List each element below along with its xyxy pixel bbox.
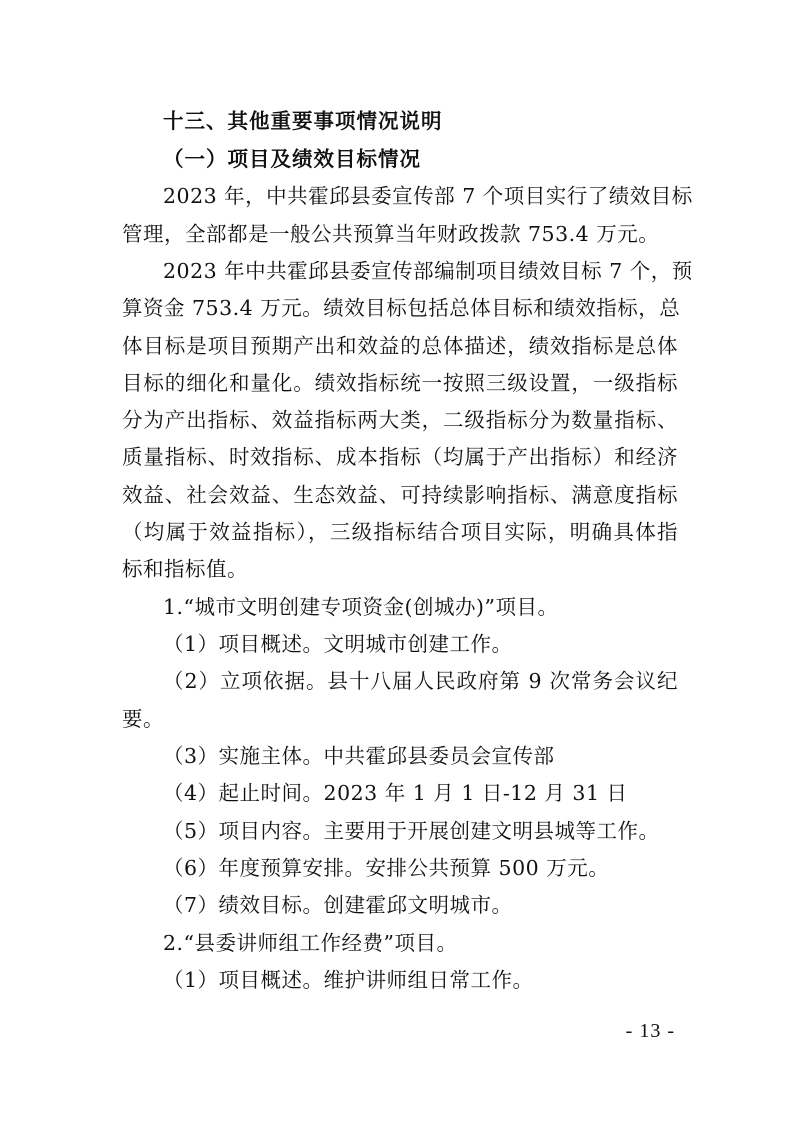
item-1-goal: （7）绩效目标。创建霍邱文明城市。 [163, 893, 513, 917]
paragraph-2-line-4: 目标的细化和量化。绩效指标统一按照三级设置，一级指标 [122, 371, 678, 395]
subsection-heading: （一）项目及绩效目标情况 [163, 147, 421, 171]
item-1-basis-line-1: （2）立项依据。县十八届人民政府第 9 次常务会议纪 [163, 669, 678, 693]
paragraph-2-line-6: 质量指标、时效指标、成本指标（均属于产出指标）和经济 [122, 445, 678, 469]
paragraph-2-line-7: 效益、社会效益、生态效益、可持续影响指标、满意度指标 [122, 483, 678, 507]
page-number: - 13 - [625, 1020, 675, 1042]
item-2-overview: （1）项目概述。维护讲师组日常工作。 [163, 968, 534, 992]
item-1-basis-line-2: 要。 [122, 707, 164, 731]
section-heading: 十三、其他重要事项情况说明 [163, 109, 443, 133]
paragraph-2-line-9: 标和指标值。 [122, 557, 248, 581]
paragraph-2-line-5: 分为产出指标、效益指标两大类，二级指标分为数量指标、 [122, 408, 678, 432]
item-1-budget: （6）年度预算安排。安排公共预算 500 万元。 [163, 856, 610, 880]
paragraph-2-line-1: 2023 年中共霍邱县委宣传部编制项目绩效目标 7 个，预 [163, 259, 693, 283]
paragraph-2-line-8: （均属于效益指标），三级指标结合项目实际，明确具体指 [122, 520, 678, 544]
paragraph-1-line-1: 2023 年，中共霍邱县委宣传部 7 个项目实行了绩效目标 [163, 184, 693, 208]
paragraph-2-line-3: 体目标是项目预期产出和效益的总体描述，绩效指标是总体 [122, 334, 678, 358]
item-1-period: （4）起止时间。2023 年 1 月 1 日-12 月 31 日 [163, 781, 628, 805]
item-1-implementer: （3）实施主体。中共霍邱县委员会宣传部 [163, 744, 555, 768]
item-1-overview: （1）项目概述。文明城市创建工作。 [163, 632, 513, 656]
item-2-title: 2.“县委讲师组工作经费”项目。 [163, 931, 458, 955]
item-1-title: 1.“城市文明创建专项资金(创城办)”项目。 [163, 595, 559, 619]
paragraph-2-line-2: 算资金 753.4 万元。绩效目标包括总体目标和绩效指标，总 [122, 296, 681, 320]
paragraph-1-line-2: 管理，全部都是一般公共预算当年财政拨款 753.4 万元。 [122, 222, 660, 246]
item-1-content: （5）项目内容。主要用于开展创建文明县城等工作。 [163, 819, 660, 843]
